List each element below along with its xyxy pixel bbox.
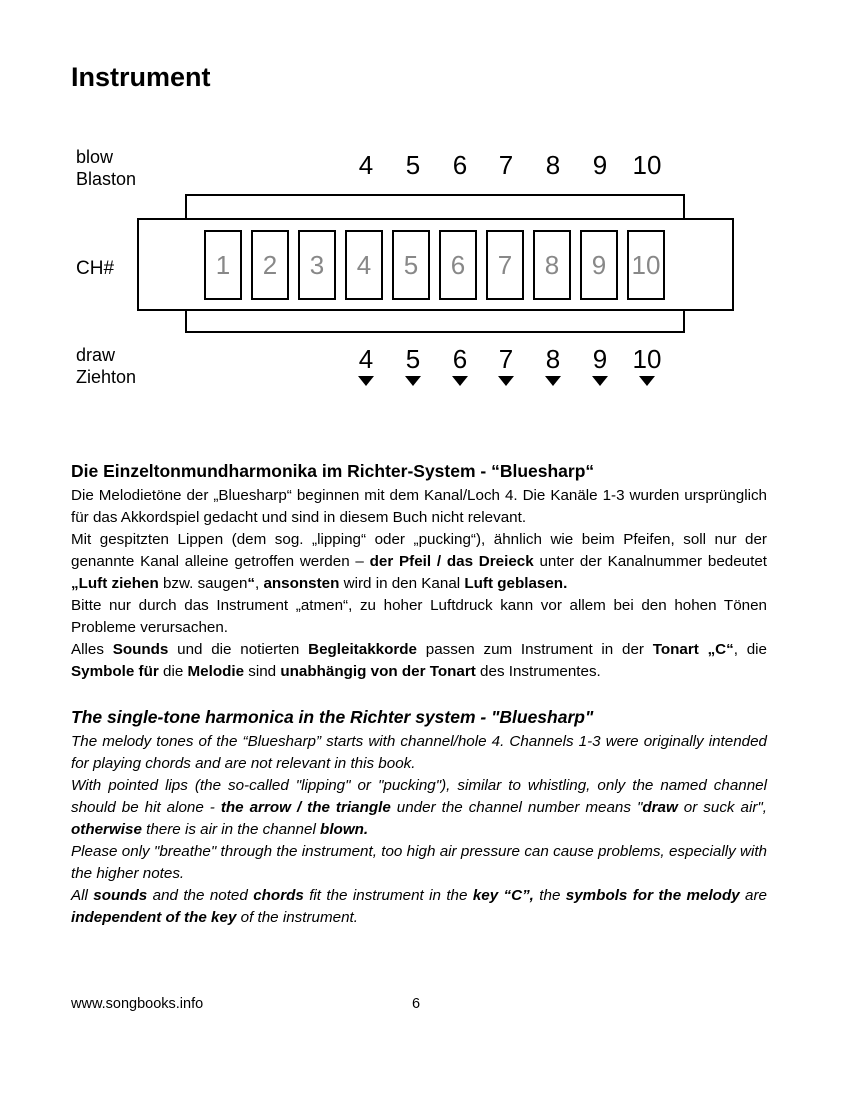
blow-number: 5 xyxy=(405,150,421,180)
channel-hole: 6 xyxy=(439,230,477,300)
draw-label-en: draw xyxy=(76,345,116,365)
draw-arrow-icon xyxy=(639,376,655,386)
text-span: sind xyxy=(244,663,281,680)
text-span: are xyxy=(739,887,768,904)
blow-number: 8 xyxy=(545,150,561,180)
text-span: Mit gespitzten Lippen (dem sog. „lipping“ oder „pucking“), ähnlich wie beim Pfeifen, soll nur der genannte Kanal alleine getroffen werden – xyxy=(71,531,767,570)
bold-span: draw xyxy=(642,799,678,816)
draw-arrow-icon xyxy=(405,376,421,386)
bold-span: the arrow / the triangle xyxy=(220,799,391,816)
channel-hole: 5 xyxy=(392,230,430,300)
draw-number: 4 xyxy=(358,344,374,374)
page-number: 6 xyxy=(412,996,421,1012)
english-paragraph-2 xyxy=(71,775,767,841)
bold-span: symbols for the melody xyxy=(565,887,740,904)
german-heading: Die Einzeltonmundharmonika im Richter-System - “Bluesharp“ xyxy=(71,461,595,481)
text-span: des Instrumentes. xyxy=(475,663,601,680)
blow-number: 7 xyxy=(498,150,514,180)
bold-span: der Pfeil / das Dreieck xyxy=(369,553,534,570)
channel-hole: 7 xyxy=(486,230,524,300)
text-span: or suck air", xyxy=(677,799,767,816)
english-paragraph-3: Please only "breathe" through the instrument, too high air pressure can cause problems, especially with the higher notes. xyxy=(71,843,767,882)
text-span: die xyxy=(158,663,188,680)
german-paragraph-1: Die Melodietöne der „Bluesharp“ beginnen mit dem Kanal/Loch 4. Die Kanäle 1-3 wurden ursprünglich für das Akkordspiel gedacht und sind in diesem Buch nicht relevant. xyxy=(71,487,767,526)
page-title: Instrument xyxy=(71,62,211,92)
bold-span: Luft geblasen. xyxy=(464,575,568,592)
english-paragraph-4 xyxy=(71,885,767,929)
bold-span: key “C”, xyxy=(472,887,534,904)
draw-number: 7 xyxy=(498,344,514,374)
channel-hole: 9 xyxy=(580,230,618,300)
harmonica-diagram xyxy=(0,0,850,420)
blow-label-de: Blaston xyxy=(76,169,137,189)
draw-number: 9 xyxy=(592,344,608,374)
blow-number: 10 xyxy=(632,150,662,180)
draw-number: 6 xyxy=(452,344,468,374)
blow-number: 9 xyxy=(592,150,608,180)
text-span: , die xyxy=(733,641,767,658)
text-span: , xyxy=(255,575,264,592)
text-span: fit the instrument in the xyxy=(303,887,473,904)
text-span: of the instrument. xyxy=(236,909,358,926)
bold-span: Melodie xyxy=(187,663,245,680)
text-span: there is air in the channel xyxy=(141,821,321,838)
german-paragraph-4 xyxy=(71,639,767,683)
blow-number: 6 xyxy=(452,150,468,180)
text-span: wird in den Kanal xyxy=(339,575,465,592)
text-span: bzw. saugen xyxy=(158,575,248,592)
draw-arrow-icon xyxy=(545,376,561,386)
draw-label xyxy=(76,344,136,388)
text-span: unter der Kanalnummer bedeutet xyxy=(533,553,767,570)
text-span: With pointed lips (the so-called "lipping" or "pucking"), similar to whistling, only the named channel should be hit alone - xyxy=(71,777,767,816)
text-span: under the channel number means " xyxy=(390,799,643,816)
blow-label xyxy=(76,146,136,190)
channel-hole: 4 xyxy=(345,230,383,300)
text-span: und die notierten xyxy=(168,641,309,658)
german-paragraph-2 xyxy=(71,529,767,595)
text-span: All xyxy=(71,887,94,904)
bold-span: unabhängig von der Tonart xyxy=(280,663,476,680)
blow-label-en: blow xyxy=(76,147,114,167)
channel-label: CH# xyxy=(76,258,115,279)
blow-number: 4 xyxy=(358,150,374,180)
bold-span: otherwise xyxy=(71,821,142,838)
bold-span: sounds xyxy=(93,887,148,904)
draw-arrow-icon xyxy=(452,376,468,386)
channel-hole: 1 xyxy=(204,230,242,300)
footer-url: www.songbooks.info xyxy=(71,996,204,1012)
bold-span: Symbole für xyxy=(71,663,159,680)
draw-label-de: Ziehton xyxy=(76,367,137,387)
bold-span: independent of the key xyxy=(71,909,237,926)
draw-number: 5 xyxy=(405,344,421,374)
draw-number: 8 xyxy=(545,344,561,374)
bold-span: “ xyxy=(247,575,255,592)
draw-arrow-icon xyxy=(498,376,514,386)
channel-hole: 3 xyxy=(298,230,336,300)
bold-span: Begleitakkorde xyxy=(308,641,417,658)
bold-span: chords xyxy=(253,887,304,904)
text-span: Alles xyxy=(71,641,113,658)
channel-hole: 10 xyxy=(627,230,665,300)
channel-hole: 2 xyxy=(251,230,289,300)
english-heading: The single-tone harmonica in the Richter system - "Bluesharp" xyxy=(71,707,594,727)
draw-arrow-icon xyxy=(592,376,608,386)
draw-number: 10 xyxy=(632,344,662,374)
english-section xyxy=(71,706,767,929)
bold-span: Sounds xyxy=(112,641,169,658)
bold-span: Tonart „C“ xyxy=(652,641,734,658)
bold-span: ansonsten xyxy=(263,575,340,592)
text-span: the xyxy=(533,887,566,904)
text-span: passen zum Instrument in der xyxy=(417,641,653,658)
english-paragraph-1: The melody tones of the “Bluesharp” starts with channel/hole 4. Channels 1-3 were originally intended for playing chords and are not relevant in this book. xyxy=(71,733,767,772)
text-span: and the noted xyxy=(147,887,254,904)
channel-hole: 8 xyxy=(533,230,571,300)
german-section xyxy=(71,460,767,683)
bold-span: blown. xyxy=(320,821,369,838)
bold-span: „Luft ziehen xyxy=(71,575,159,592)
draw-arrow-icon xyxy=(358,376,374,386)
german-paragraph-3: Bitte nur durch das Instrument „atmen“, zu hoher Luftdruck kann vor allem bei den hohen Tönen Probleme verursachen. xyxy=(71,597,767,636)
